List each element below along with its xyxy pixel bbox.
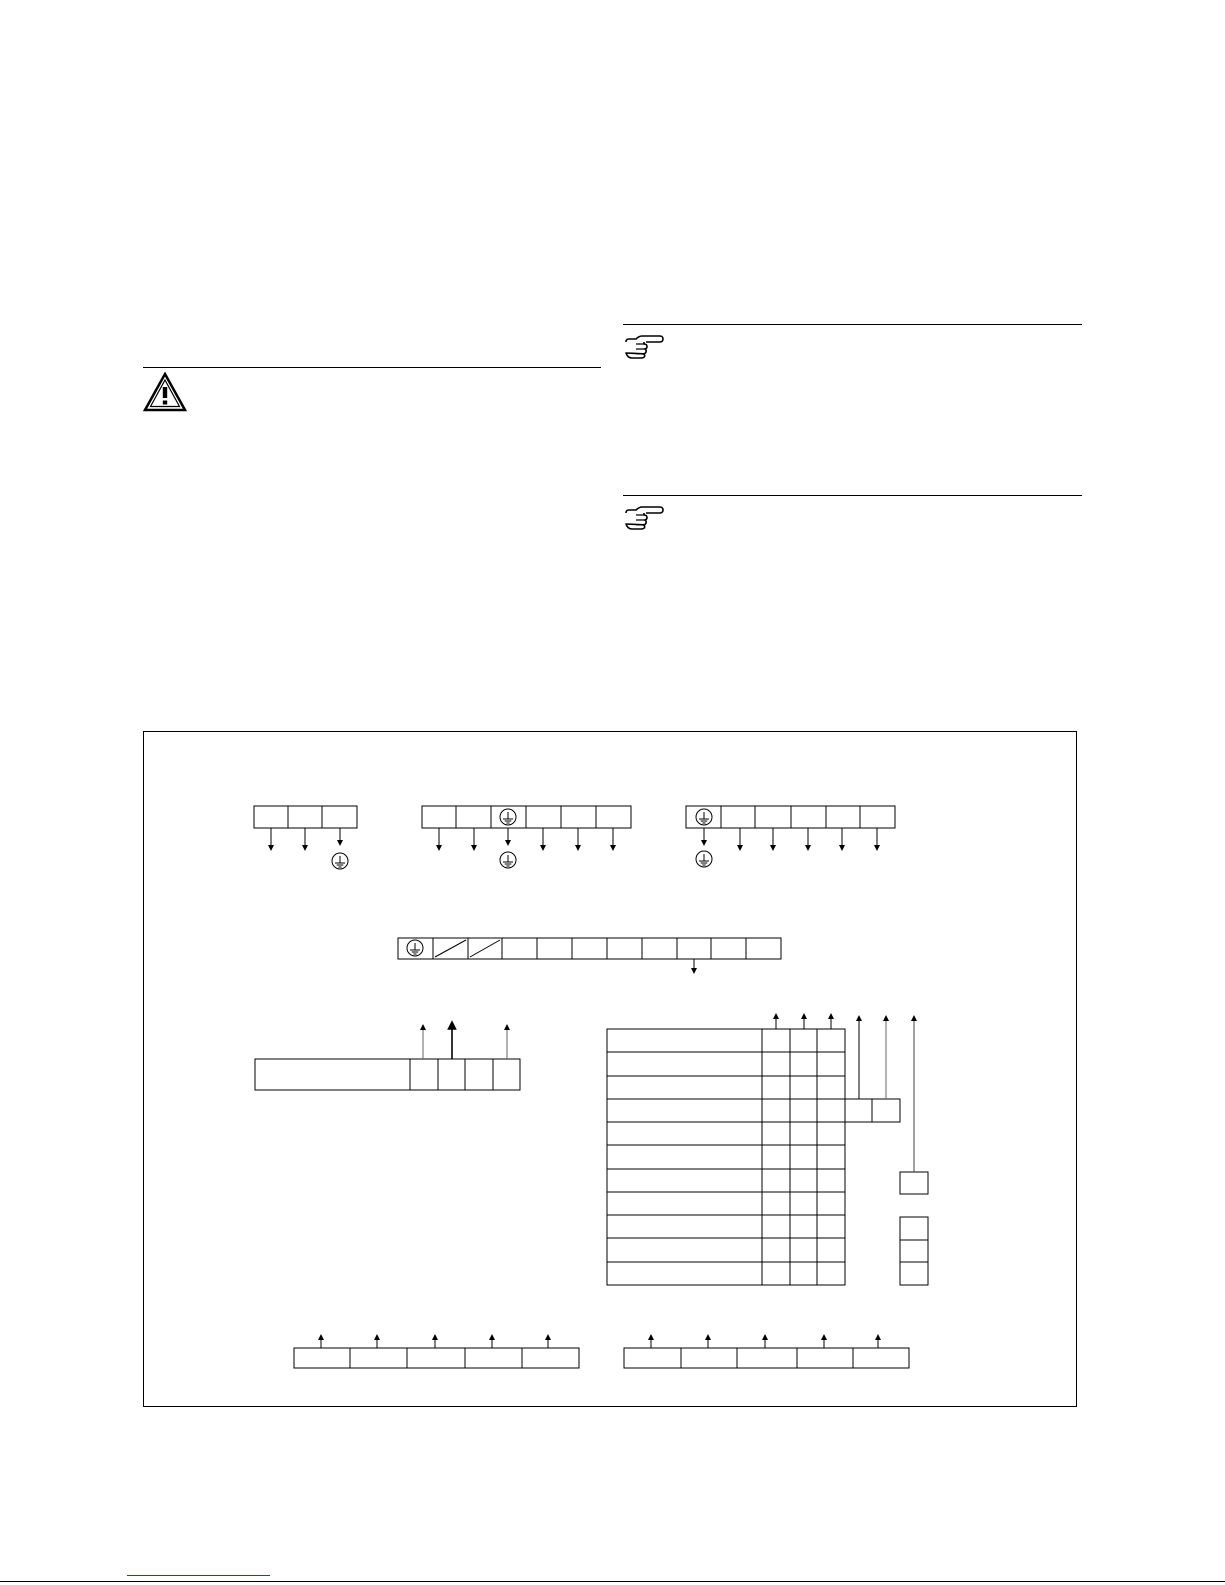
ground-icon	[500, 809, 516, 825]
terminal-block-6b	[686, 806, 895, 828]
ground-icon	[500, 852, 516, 868]
terminal-block-3-arrows	[271, 828, 340, 848]
grid-top-arrows	[776, 1016, 831, 1029]
terminal-block-5a	[294, 1348, 579, 1368]
terminal-block-5b	[624, 1348, 909, 1368]
terminal-block-3	[254, 806, 357, 828]
terminal-block-6	[422, 806, 631, 828]
grid-table	[607, 1029, 845, 1285]
side-boxes	[845, 1099, 928, 1285]
connector-row-arrows	[423, 1025, 507, 1059]
terminal-block-5a-arrows	[321, 1337, 548, 1348]
ground-icon	[407, 940, 423, 956]
ground-icon	[696, 809, 712, 825]
terminal-block-6-arrows	[439, 828, 613, 848]
footer-rule	[0, 1581, 1225, 1582]
ground-icon	[696, 851, 712, 867]
terminal-block-5b-arrows	[651, 1337, 878, 1348]
terminal-block-6b-arrows	[704, 828, 877, 848]
connector-row	[255, 1059, 520, 1090]
side-box-arrows	[859, 1018, 914, 1172]
terminal-strip-11	[398, 938, 781, 959]
ground-icon	[332, 853, 348, 869]
footer-link-underline	[127, 1575, 270, 1576]
